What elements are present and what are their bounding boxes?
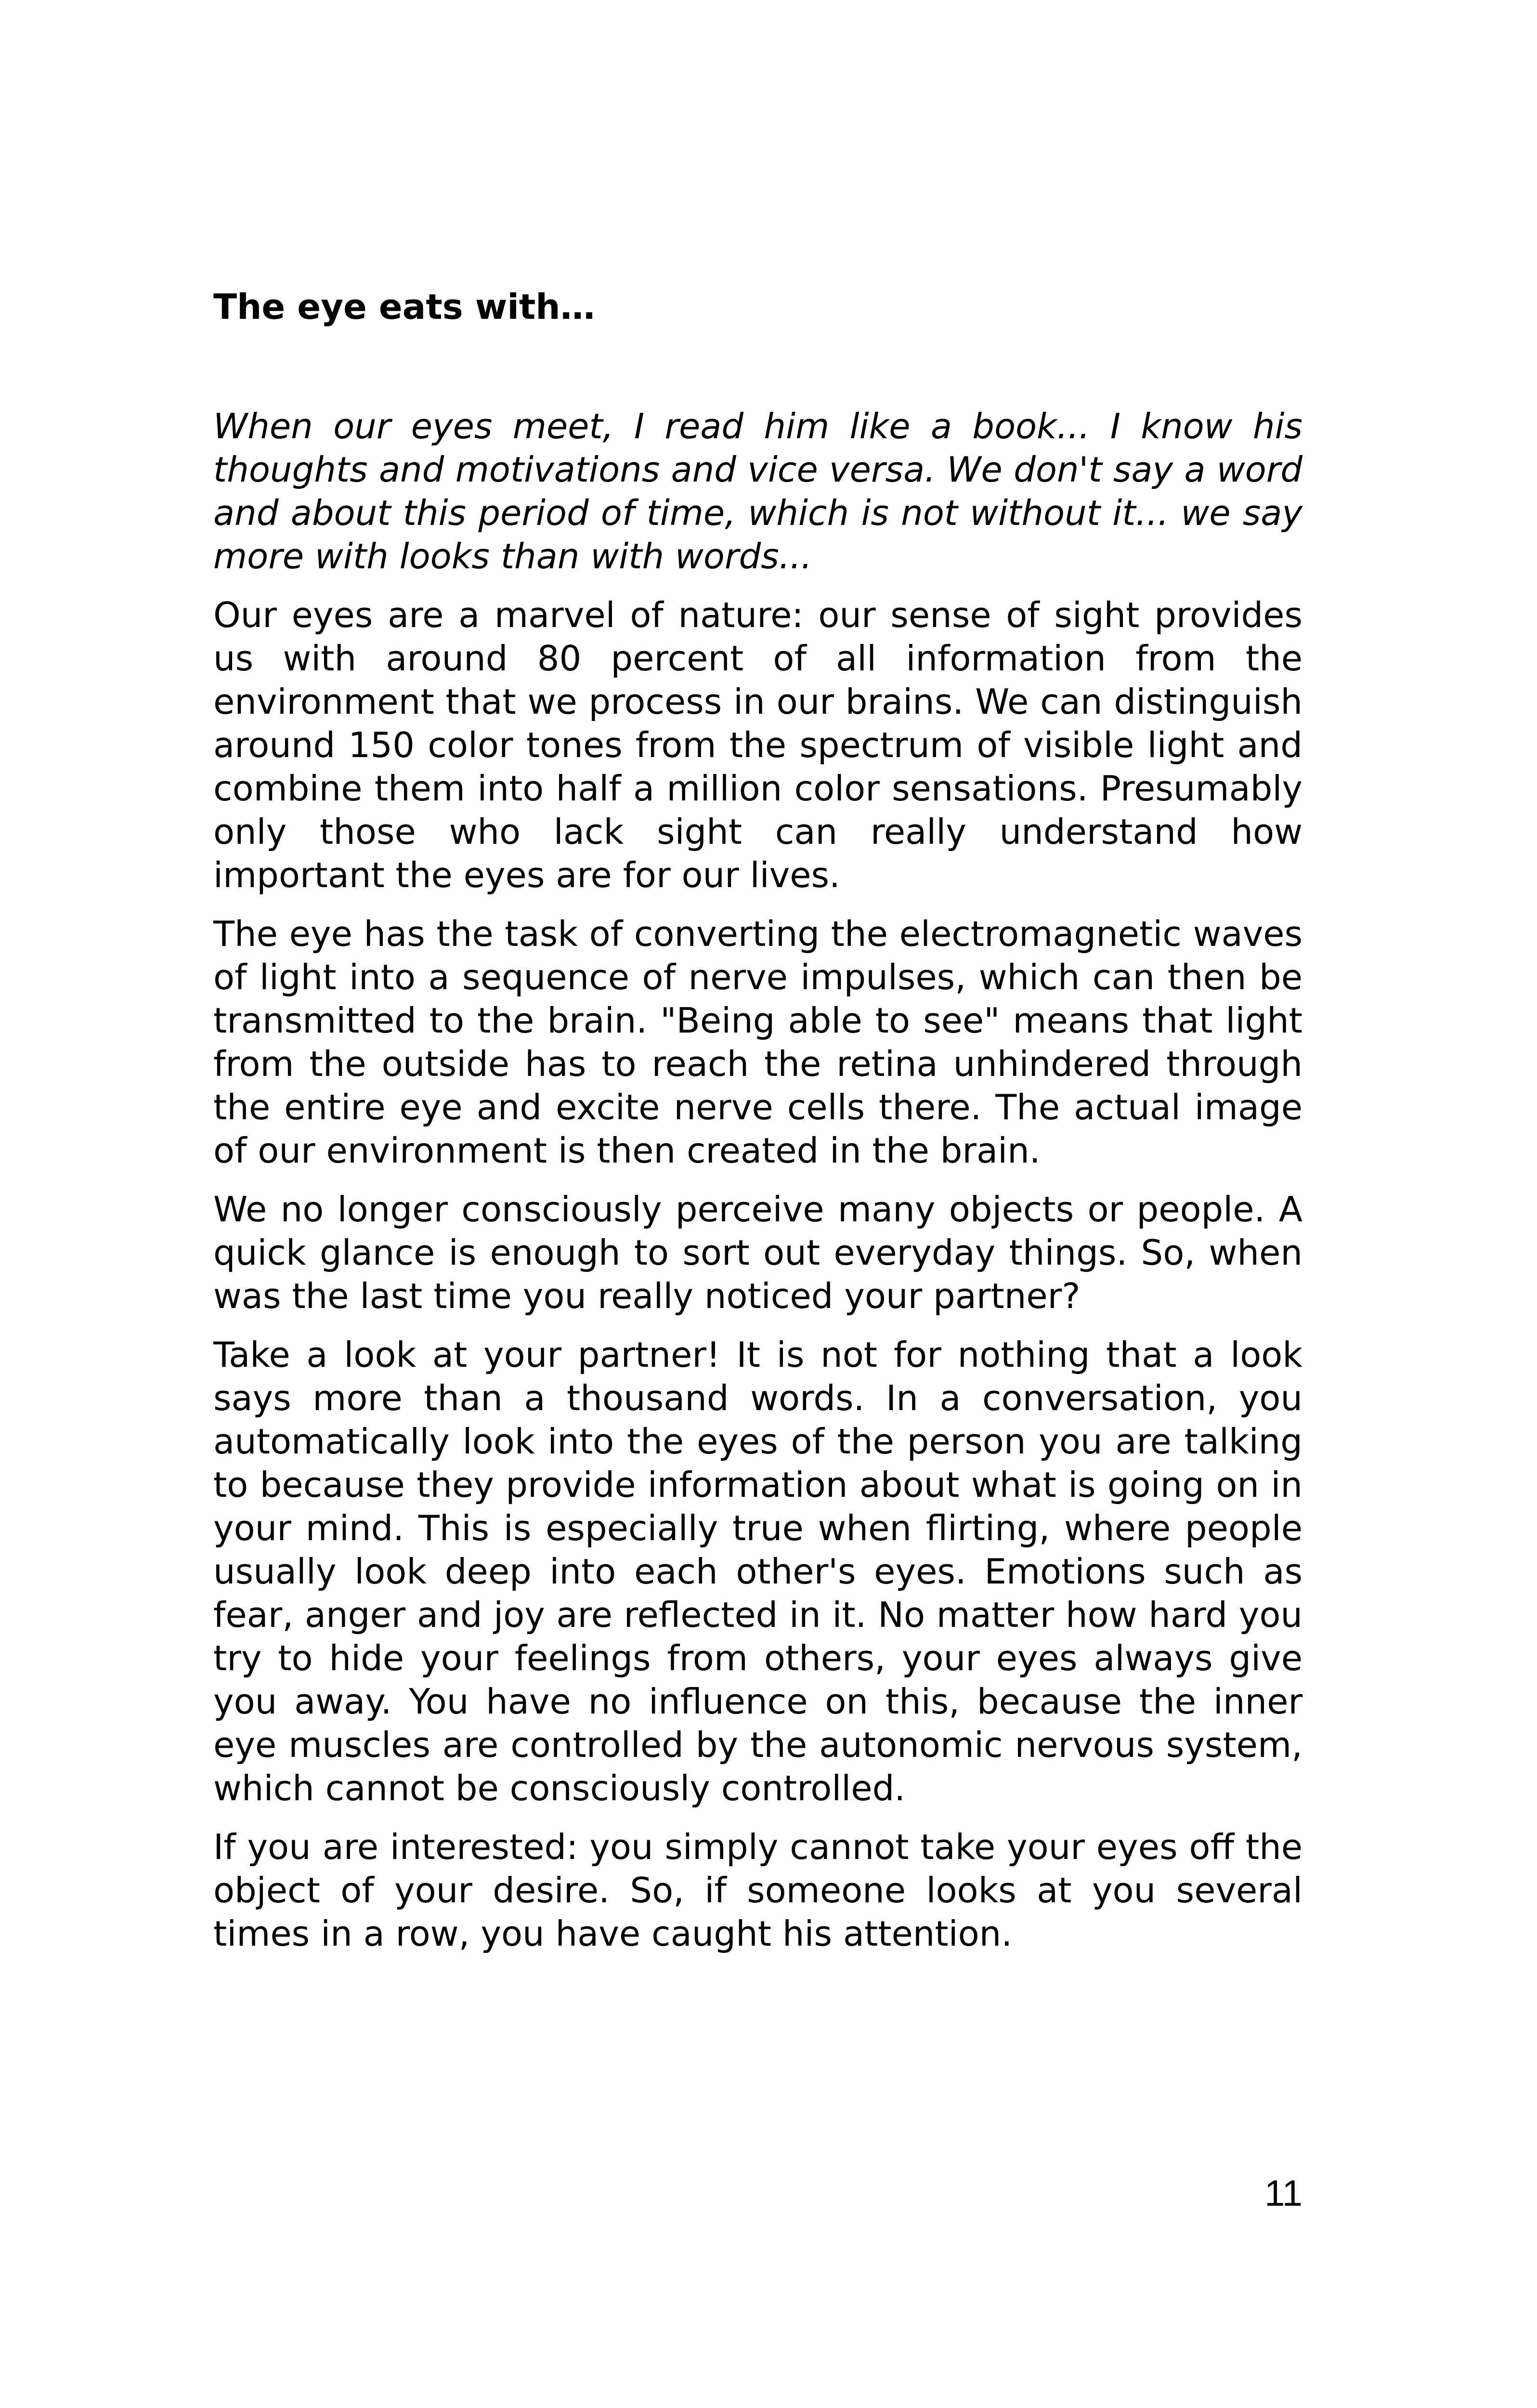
body-paragraph: Take a look at your partner! It is not for nothing that a look says more than a thousand words. In a conversation, you automatically look into the eyes of the person you are talking to because they provide information about what is going on in your mind. This is especially true when flirting, where people usually look deep into each other's eyes. Emotions such as fear, anger and joy are reflected in it. No matter how hard you try to hide your feelings from others, your eyes always give you away. You have no influence on this, because the inner eye muscles are controlled by the autonomic nervous system, which cannot be consciously controlled.	[213, 1335, 1303, 1808]
body-text	[213, 405, 1303, 1971]
body-paragraph: If you are interested: you simply cannot take your eyes off the object of your desire. So, if someone looks at you several times in a row, you have caught his attention.	[213, 1827, 1303, 1954]
body-paragraph: Our eyes are a marvel of nature: our sense of sight provides us with around 80 percent of all information from the environment that we process in our brains. We can distinguish around 150 color tones from the spectrum of visible light and combine them into half a million color sensations. Presumably only those who lack sight can really understand how important the eyes are for our lives.	[213, 595, 1303, 895]
body-paragraph: We no longer consciously perceive many objects or people. A quick glance is enough to sort out everyday things. So, when was the last time you really noticed your partner?	[213, 1189, 1303, 1316]
page-number: 11	[1264, 2173, 1303, 2214]
section-heading: The eye eats with…	[213, 287, 595, 327]
intro-quote-paragraph: When our eyes meet, I read him like a book... I know his thoughts and motivations and vice versa. We don't say a word and about this period of time, which is not without it... we say more with looks than with words...	[213, 406, 1303, 576]
body-paragraph: The eye has the task of converting the electromagnetic waves of light into a sequence of nerve impulses, which can then be transmitted to the brain. "Being able to see" means that light from the outside has to reach the retina unhindered through the entire eye and excite nerve cells there. The actual image of our environment is then created in the brain.	[213, 914, 1303, 1171]
